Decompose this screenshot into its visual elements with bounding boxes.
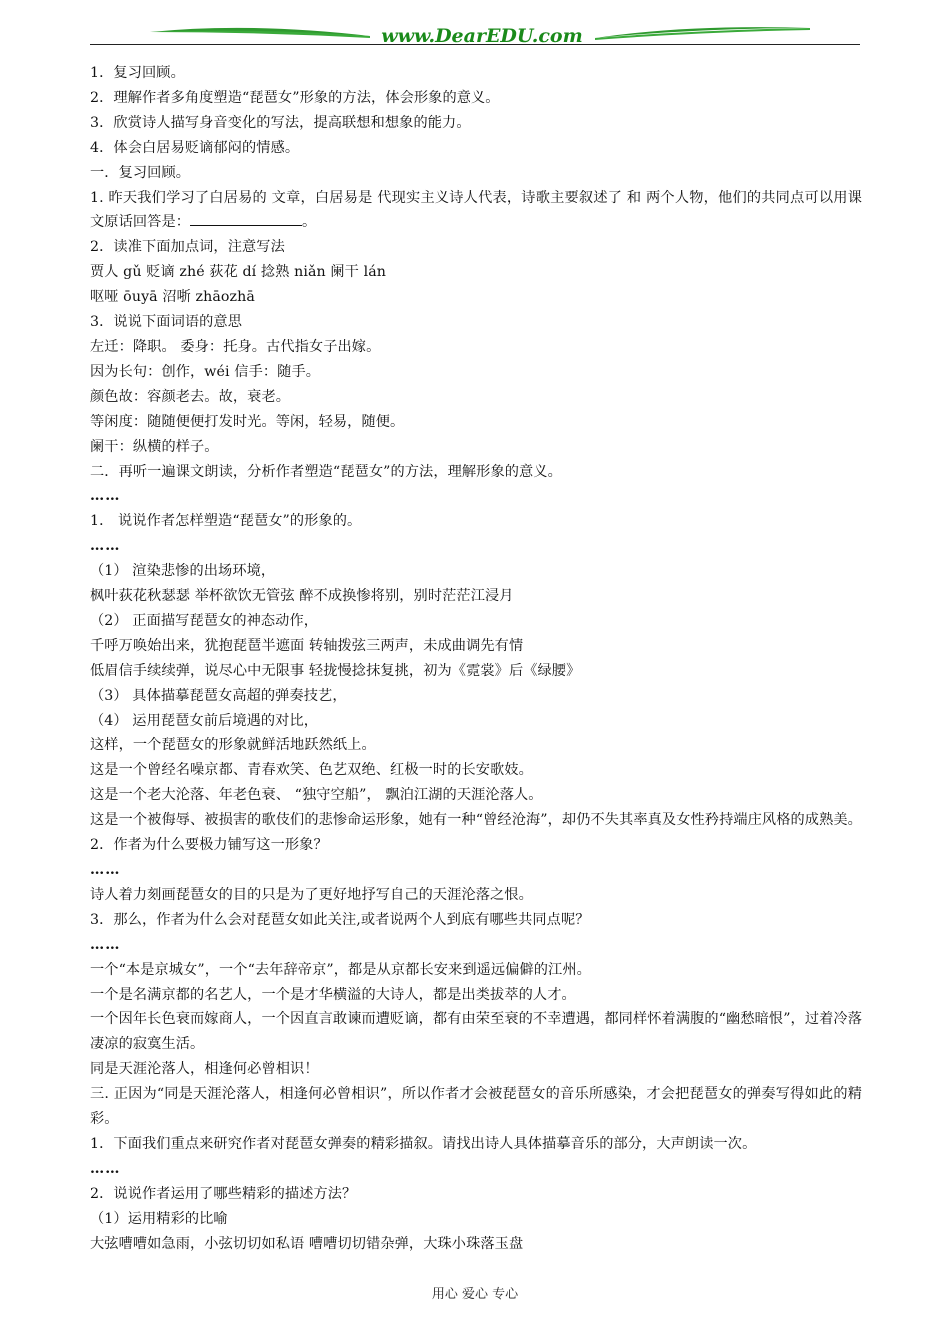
poem-quote-1: 枫叶荻花秋瑟瑟 举杯欲饮无管弦 醉不成换惨将别，别时茫茫江浸月 [90,588,514,605]
objective-2: 2．理解作者多角度塑造“琵琶女”形象的方法，体会形象的意义。 [90,89,500,106]
method-4: （4） 运用琵琶女前后境遇的对比， [90,712,319,729]
comparison-3: 一个因年长色衰而嫁商人，一个因直言敢谏而遭贬谪，都有由荣至衰的不幸遭遇，都同样怀着满腹的“幽愁暗恨”，过着冷落凄凉的寂寞生活。 [90,1011,862,1053]
ellipsis: …… [90,1160,121,1177]
poem-quote-4: 大弦嘈嘈如急雨，小弦切切如私语 嘈嘈切切错杂弹，大珠小珠落玉盘 [90,1235,524,1252]
answer-2: 诗人着力刻画琵琶女的目的只是为了更好地抒写自己的天涯沦落之恨。 [90,886,533,903]
vocab-1: 左迁：降职。 委身：托身。古代指女子出嫁。 [90,338,381,355]
technique-1: （1）运用精彩的比喻 [90,1210,228,1227]
poem-quote-3: 低眉信手续续弹，说尽心中无限事 轻拢慢捻抹复挑，初为《霓裳》后《绿腰》 [90,662,581,679]
comparison-conclusion: 同是天涯沦落人，相逢何必曾相识！ [90,1061,319,1078]
pronunciation-list-1: 贾人 gǔ 贬谪 zhé 荻花 dí 捻熟 niǎn 阑干 lán [90,264,387,281]
comparison-2: 一个是名满京都的名艺人，一个是才华横溢的大诗人，都是出类拔萃的人才。 [90,986,576,1003]
answer-blank [190,211,302,226]
logo-swoosh-left-tail [150,31,370,38]
page-footer: 用心 爱心 专心 [431,1287,519,1302]
vocab-3: 颜色故：容颜老去。故，衰老。 [90,388,291,405]
summary-1: 这样，一个琵琶女的形象就鲜活地跃然纸上。 [90,737,376,754]
logo-text: www.DearEDU.com [381,25,583,47]
poem-quote-2: 千呼万唤始出来，犹抱琵琶半遮面 转轴拨弦三两声，未成曲调先有情 [90,637,524,654]
music-question-1: 1．下面我们重点来研究作者对琵琶女弹奏的精彩描叙。请找出诗人具体描摹音乐的部分，大声朗读一次。 [90,1135,757,1152]
analysis-question-1: 1． 说说作者怎样塑造“琵琶女”的形象的。 [90,513,362,530]
vocab-5: 阑干：纵横的样子。 [90,438,219,455]
ellipsis: …… [90,936,121,953]
comparison-1: 一个“本是京城女”，一个“去年辞帝京”，都是从京都长安来到遥远偏僻的江州。 [90,961,591,978]
method-2: （2） 正面描写琵琶女的神态动作， [90,612,319,629]
document-body [90,61,862,1257]
objective-3: 3．欣赏诗人描写身音变化的写法，提高联想和想象的能力。 [90,114,471,131]
ellipsis: …… [90,488,121,505]
analysis-question-2: 2．作者为什么要极力铺写这一形象？ [90,837,328,854]
analysis-question-3: 3．那么，作者为什么会对琵琶女如此关注,或者说两个人到底有哪些共同点呢？ [90,911,590,928]
review-question-2: 2．读准下面加点词，注意写法 [90,239,285,256]
review-question-1-end: 。 [302,214,317,231]
pronunciation-list-2: 呕哑 ōuyā 沼哳 zhāozhā [90,289,255,306]
vocab-4: 等闲度：随随便便打发时光。等闲，轻易，随便。 [90,413,405,430]
ellipsis: …… [90,538,121,555]
ellipsis: …… [90,862,121,878]
objective-4: 4．体会白居易贬谪郁闷的情感。 [90,139,300,156]
section-2-heading: 二．再听一遍课文朗读，分析作者塑造“琵琶女”的方法，理解形象的意义。 [90,463,562,480]
method-3: （3） 具体描摹琵琶女高超的弹奏技艺， [90,687,347,704]
summary-2: 这是一个曾经名噪京都、青春欢笑、色艺双绝、红极一时的长安歌妓。 [90,762,533,779]
summary-4: 这是一个被侮辱、被损害的歌伎们的悲惨命运形象，她有一种“曾经沧海”，却仍不失其率真及女性矜持端庄风格的成熟美。 [90,812,862,829]
review-question-1 [90,186,862,236]
vocab-2: 因为长句：创作，wéi 信手：随手。 [90,363,321,380]
review-question-3: 3．说说下面词语的意思 [90,314,243,331]
summary-3: 这是一个老大沦落、年老色衰、 “独守空船”， 飘泊江湖的天涯沦落人。 [90,787,543,804]
section-3-heading: 三. 正因为“同是天涯沦落人，相逢何必曾相识”，所以作者才会被琵琶女的音乐所感染，才会把琵琶女的弹奏写得如此的精彩。 [90,1086,862,1128]
method-1: （1） 渲染悲惨的出场环境， [90,563,276,580]
header-rule [90,44,860,45]
music-question-2: 2．说说作者运用了哪些精彩的描述方法？ [90,1185,357,1202]
objective-1: 1．复习回顾。 [90,65,185,81]
section-1-heading: 一．复习回顾。 [90,164,191,181]
review-question-1-text: 1. 昨天我们学习了白居易的 文章，白居易是 代现实主义诗人代表，诗歌主要叙述了 和 两个人物，他们的共同点可以用课文原话回答是： [90,189,862,231]
